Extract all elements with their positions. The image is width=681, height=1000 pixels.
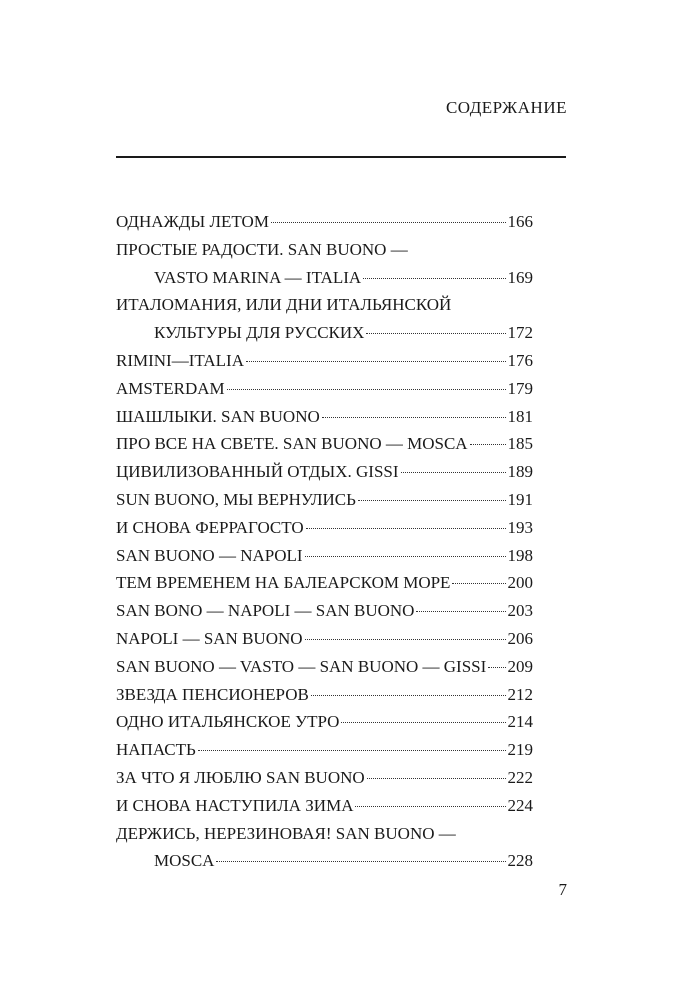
toc-entry[interactable]	[116, 681, 533, 709]
toc-entry[interactable]	[116, 514, 533, 542]
dot-leader	[367, 778, 506, 779]
dot-leader	[322, 417, 506, 418]
toc-entry-title: SAN BUONO — NAPOLI	[116, 545, 303, 565]
dot-leader	[311, 695, 506, 696]
toc-entry[interactable]	[116, 375, 533, 403]
toc-entry-title: ОДНАЖДЫ ЛЕТОМ	[116, 212, 269, 231]
toc-entry-line	[116, 736, 533, 764]
toc-entry-line	[116, 208, 533, 236]
toc-entry-line	[116, 820, 533, 848]
dot-leader	[198, 750, 506, 751]
toc-entry[interactable]	[116, 542, 533, 570]
toc-entry[interactable]	[116, 597, 533, 625]
toc-entry-page: 212	[507, 684, 533, 704]
toc-entry-title: AMSTERDAM	[116, 378, 225, 398]
toc-entry-title: И СНОВА НАСТУПИЛА ЗИМА	[116, 795, 354, 815]
toc-entry-page: 185	[507, 434, 533, 454]
toc-entry[interactable]	[116, 708, 533, 736]
toc-entry[interactable]	[116, 569, 533, 597]
toc-entry-title: ОДНО ИТАЛЬЯНСКОЕ УТРО	[116, 712, 340, 732]
table-of-contents	[116, 208, 533, 875]
toc-entry-line	[116, 403, 533, 431]
toc-entry-page: 172	[507, 323, 533, 343]
toc-entry-page: 181	[507, 406, 533, 426]
toc-entry-page: 193	[507, 517, 533, 537]
toc-entry-line	[116, 264, 533, 292]
toc-entry-page: 203	[507, 601, 533, 621]
toc-entry-line	[116, 542, 533, 570]
toc-entry-title: НАПАСТЬ	[116, 740, 196, 760]
toc-entry[interactable]	[116, 792, 533, 820]
toc-entry-page: 228	[507, 851, 533, 871]
toc-entry[interactable]	[116, 653, 533, 681]
toc-entry-line	[116, 764, 533, 792]
dot-leader	[227, 389, 506, 390]
toc-entry-title: ПРО ВСЕ НА СВЕТЕ. SAN BUONO — MOSCA	[116, 434, 468, 454]
toc-entry-page: 189	[507, 462, 533, 482]
dot-leader	[271, 222, 506, 223]
toc-entry-title: КУЛЬТУРЫ ДЛЯ РУССКИХ	[154, 323, 365, 343]
toc-entry-title: NAPOLI — SAN BUONO	[116, 628, 303, 648]
toc-entry-title: SUN BUONO, МЫ ВЕРНУЛИСЬ	[116, 489, 356, 509]
toc-entry-line	[116, 375, 533, 403]
toc-entry-page: 206	[507, 628, 533, 648]
toc-entry[interactable]	[116, 625, 533, 653]
toc-entry-title: ЗВЕЗДА ПЕНСИОНЕРОВ	[116, 684, 309, 704]
toc-entry-line	[116, 486, 533, 514]
toc-entry-title: ПРОСТЫЕ РАДОСТИ. SAN BUONO —	[116, 239, 408, 259]
toc-entry-line	[116, 458, 533, 486]
toc-entry[interactable]	[116, 458, 533, 486]
dot-leader	[363, 278, 505, 279]
toc-entry[interactable]	[116, 208, 533, 236]
toc-entry-page: 176	[507, 350, 533, 370]
toc-entry-title: RIMINI—ITALIA	[116, 350, 244, 370]
toc-entry-line	[116, 597, 533, 625]
toc-entry-line	[116, 236, 533, 264]
toc-entry-line	[116, 625, 533, 653]
toc-entry-title: SAN BUONO — VASTO — SAN BUONO — GISSI	[116, 656, 487, 676]
dot-leader	[452, 583, 505, 584]
toc-entry[interactable]	[116, 430, 533, 458]
toc-entry-page: 191	[507, 489, 533, 509]
dot-leader	[305, 556, 506, 557]
toc-entry-page: 209	[507, 656, 533, 676]
toc-entry-line	[116, 847, 533, 875]
toc-entry-title: VASTO MARINA — ITALIA	[154, 267, 362, 287]
toc-entry[interactable]	[116, 736, 533, 764]
dot-leader	[306, 528, 506, 529]
toc-entry-line	[116, 708, 533, 736]
toc-entry-page: 198	[507, 545, 533, 565]
toc-entry-line	[116, 653, 533, 681]
toc-entry-page: 224	[507, 795, 533, 815]
toc-entry-title: ИТАЛОМАНИЯ, ИЛИ ДНИ ИТАЛЬЯНСКОЙ	[116, 295, 452, 315]
dot-leader	[216, 861, 505, 862]
dot-leader	[401, 472, 506, 473]
toc-entry[interactable]	[116, 347, 533, 375]
toc-entry-title: MOSCA	[154, 851, 215, 871]
toc-entry-line	[116, 319, 533, 347]
toc-entry-title: ЦИВИЛИЗОВАННЫЙ ОТДЫХ. GISSI	[116, 462, 399, 482]
dot-leader	[355, 806, 505, 807]
toc-entry-page: 200	[507, 573, 533, 593]
toc-entry-line	[116, 681, 533, 709]
dot-leader	[366, 333, 505, 334]
header-divider	[116, 156, 566, 158]
toc-entry-line	[116, 430, 533, 458]
toc-entry[interactable]	[116, 486, 533, 514]
toc-entry-page: 219	[507, 740, 533, 760]
toc-entry-title: SAN BONO — NAPOLI — SAN BUONO	[116, 601, 415, 621]
toc-entry-line	[116, 347, 533, 375]
toc-entry-page: 166	[507, 212, 533, 231]
toc-entry-title: ЗА ЧТО Я ЛЮБЛЮ SAN BUONO	[116, 767, 365, 787]
dot-leader	[341, 722, 505, 723]
toc-entry-page: 214	[507, 712, 533, 732]
dot-leader	[416, 611, 505, 612]
dot-leader	[358, 500, 506, 501]
toc-entry[interactable]	[116, 291, 533, 347]
toc-entry-title: ДЕРЖИСЬ, НЕРЕЗИНОВАЯ! SAN BUONO —	[116, 823, 456, 843]
toc-entry-line	[116, 792, 533, 820]
page-number: 7	[558, 880, 567, 899]
dot-leader	[470, 444, 506, 445]
dot-leader	[488, 667, 505, 668]
toc-entry-line	[116, 569, 533, 597]
toc-entry-page: 179	[507, 378, 533, 398]
page-title: СОДЕРЖАНИЕ	[445, 98, 567, 117]
toc-entry-title: И СНОВА ФЕРРАГОСТО	[116, 517, 304, 537]
toc-entry-page: 169	[507, 267, 533, 287]
dot-leader	[305, 639, 506, 640]
toc-entry[interactable]	[116, 403, 533, 431]
dot-leader	[246, 361, 506, 362]
toc-entry-title: ТЕМ ВРЕМЕНЕМ НА БАЛЕАРСКОМ МОРЕ	[116, 573, 451, 593]
toc-entry[interactable]	[116, 236, 533, 292]
toc-entry-page: 222	[507, 767, 533, 787]
toc-entry[interactable]	[116, 820, 533, 876]
toc-entry[interactable]	[116, 764, 533, 792]
toc-entry-title: ШАШЛЫКИ. SAN BUONO	[116, 406, 320, 426]
toc-entry-line	[116, 291, 533, 319]
toc-entry-line	[116, 514, 533, 542]
